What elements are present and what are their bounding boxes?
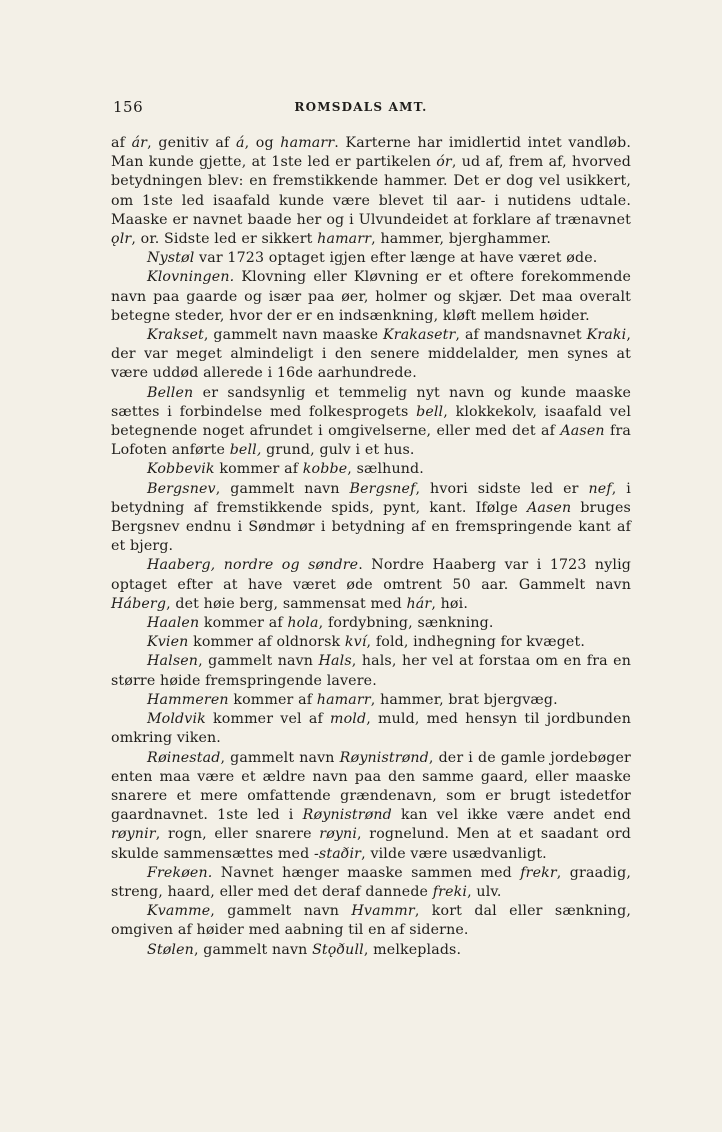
text-run: , rognelund. Men at et saadant ord skulde sammensættes med (111, 826, 631, 862)
italic-term: ár (131, 135, 148, 151)
italic-term: Hvammr (351, 903, 415, 920)
text-run: kan vel ikke være andet end (391, 807, 631, 824)
italic-term: Kraki (586, 327, 627, 344)
text-run: var 1723 optaget igjen efter længe at have været øde. (194, 250, 598, 267)
italic-term: Haalen (147, 615, 200, 632)
text-run: , høi. (431, 595, 468, 612)
paragraph (111, 902, 631, 940)
italic-term: Háberg (111, 595, 167, 612)
text-run: , or. Sidste led er sikkert (131, 231, 318, 248)
text-run: , klokkekolv, isaafald vel betegnende noget afrundet i omgivelserne, eller med det af (111, 403, 632, 440)
italic-term: Aasen (526, 499, 572, 516)
text-run: bruges Bergsnev endnu i Søndmør i betydning af en fremspringende kant af et bjerg. (111, 499, 631, 555)
italic-term: Bergsnef (349, 480, 416, 497)
paragraph (111, 864, 631, 902)
text-run: kommer vel af (205, 711, 331, 728)
italic-term: hamarr (280, 135, 335, 151)
italic-term: Krakset (147, 327, 204, 344)
italic-term: Kvien (147, 634, 189, 651)
text-run: , gammelt navn maaske (203, 327, 384, 344)
italic-term: Hals (318, 653, 352, 670)
italic-term: mold (330, 711, 367, 728)
italic-term: hamarr (316, 691, 371, 708)
text-run: , muld, med hensyn til jordbunden omkring viken. (111, 711, 631, 747)
italic-term: nef (588, 480, 612, 497)
italic-term: Klovningen. (147, 269, 235, 286)
text-run: , hammer, bjerghammer. (371, 231, 551, 248)
paragraph (111, 134, 631, 249)
paragraph (111, 633, 631, 652)
paragraph (111, 941, 631, 960)
text-run: , og (244, 135, 281, 151)
text-run: , kort dal eller sænkning, omgiven af høider med aabning til en af siderne. (111, 903, 631, 939)
italic-term: -staðir (313, 845, 362, 862)
body-text (111, 134, 631, 960)
text-run: . Nordre Haaberg var i 1723 nylig optaget efter at have været øde omtrent 50 aar. Gammelt navn (111, 557, 631, 593)
text-run: fra Lofoten anførte (111, 423, 631, 459)
text-run: , der var meget almindeligt i den senere middelalder, men synes at være uddød allerede i 16de aarhundrede. (111, 327, 631, 382)
text-run: , det høie berg, sammensat med (166, 595, 407, 612)
italic-term: bell, (229, 442, 262, 459)
text-run: grund, gulv i et hus. (261, 442, 415, 459)
text-run: kommer af (214, 461, 303, 478)
text-run: kommer af oldnorsk (188, 634, 345, 651)
italic-term: Røynistrønd (339, 749, 429, 766)
text-run: . Karterne har imidlertid intet vandløb. Man kunde gjette, at 1ste led er partikelen (111, 135, 631, 171)
text-run: , hammer, brat bjergvæg. (370, 691, 558, 708)
italic-term: kví (344, 634, 367, 651)
italic-term: Bellen (147, 384, 194, 401)
text-run: , af mandsnavnet (455, 327, 587, 344)
italic-term: Kvamme (147, 903, 211, 920)
text-run: , genitiv af (147, 135, 236, 151)
text-run: Navnet hænger maaske sammen med (212, 864, 521, 881)
page-header (0, 98, 722, 118)
paragraph (111, 710, 631, 748)
italic-term: hár (406, 595, 432, 612)
text-run: , ud af, frem af, hvorved betydningen blev: en fremstikkende hammer. Det er dog vel usikkert, om 1ste led isaafald kunde være blevet til aar- i nutidens udtale. Maaske er navnet baade her og i Ulvundeidet at forklare af trænavnet (111, 154, 631, 228)
italic-term: Hammeren (147, 691, 229, 708)
text-run: er sandsynlig et temmelig nyt navn og kunde maaske sættes i forbindelse med folkesprogets (111, 384, 631, 420)
text-run: , ulv. (467, 883, 502, 900)
text-run: , gammelt navn (215, 480, 350, 497)
text-run: , sælhund. (347, 461, 424, 478)
italic-term: Røinestad (147, 749, 221, 766)
text-run: , gammelt navn (220, 749, 340, 766)
page-number: 156 (113, 98, 144, 116)
italic-term: hola (287, 615, 319, 632)
italic-term: freki (432, 883, 468, 900)
italic-term: ór (436, 154, 452, 171)
paragraph (111, 556, 631, 614)
paragraph (111, 326, 631, 384)
italic-term: hamarr (317, 231, 372, 248)
paragraph (111, 249, 631, 268)
text-run: af (111, 135, 132, 151)
text-run: , rogn, eller snarere (155, 826, 320, 843)
italic-term: Stølen (147, 941, 194, 958)
italic-term: Bergsnev (147, 480, 216, 497)
text-run: Klovning eller Kløvning er et oftere forekommende navn paa gaarde og især paa øer, holmer og skjær. Det maa overalt betegne steder, hvor der er en indsænkning, kløft mellem høider. (111, 269, 631, 324)
italic-term: Røynistrønd (302, 807, 392, 824)
italic-term: Haaberg, nordre og søndre (147, 557, 359, 574)
text-run: , graadig, streng, haard, eller med det deraf dannede (111, 864, 631, 900)
paragraph (111, 614, 631, 633)
italic-term: frekr (520, 864, 557, 881)
text-run: kommer af (228, 691, 317, 708)
paragraph (111, 480, 631, 557)
italic-term: røynir (111, 826, 156, 843)
italic-term: Nystøl (147, 250, 195, 267)
text-run: , fold, indhegning for kvæget. (366, 634, 585, 651)
italic-term: Frekøen. (147, 864, 213, 881)
paragraph (111, 460, 631, 479)
italic-term: á (235, 135, 245, 151)
running-title: ROMSDALS AMT. (294, 100, 428, 114)
text-run: , der i de gamle jordebøger enten maa være et ældre navn paa den samme gaard, eller maaske snarere et mere omfattende grændenavn, som er brugt istedetfor gaardnavnet. 1ste led i (111, 749, 631, 824)
text-run: , i betydning af fremstikkende spids, pynt, kant. Ifølge (111, 480, 631, 516)
paragraph (111, 268, 631, 326)
italic-term: Krakasetr (383, 327, 456, 344)
text-run: , gammelt navn (198, 653, 319, 670)
italic-term: Kobbevik (147, 461, 215, 478)
text-run: , melkeplads. (363, 941, 462, 958)
italic-term: Aasen (560, 423, 605, 440)
paragraph (111, 384, 631, 461)
italic-term: kobbe (302, 461, 348, 478)
text-run: kommer af (199, 615, 288, 632)
paragraph (111, 652, 631, 690)
paragraph (111, 749, 631, 864)
text-run: , hals, her vel at forstaa om en fra en større høide fremspringende lavere. (111, 653, 631, 689)
text-run: , gammelt navn (210, 903, 352, 920)
text-run: , fordybning, sænkning. (318, 615, 494, 632)
italic-term: Halsen (147, 653, 199, 670)
text-run: , vilde være usædvanligt. (361, 845, 547, 862)
paragraph (111, 691, 631, 710)
italic-term: Stǫðull (312, 941, 364, 958)
text-run: , gammelt navn (193, 941, 313, 958)
italic-term: røyni (319, 826, 358, 843)
italic-term: ǫlr (111, 231, 132, 248)
italic-term: bell (416, 403, 444, 420)
italic-term: Moldvik (147, 711, 206, 728)
text-run: , hvori sidste led er (415, 480, 589, 497)
